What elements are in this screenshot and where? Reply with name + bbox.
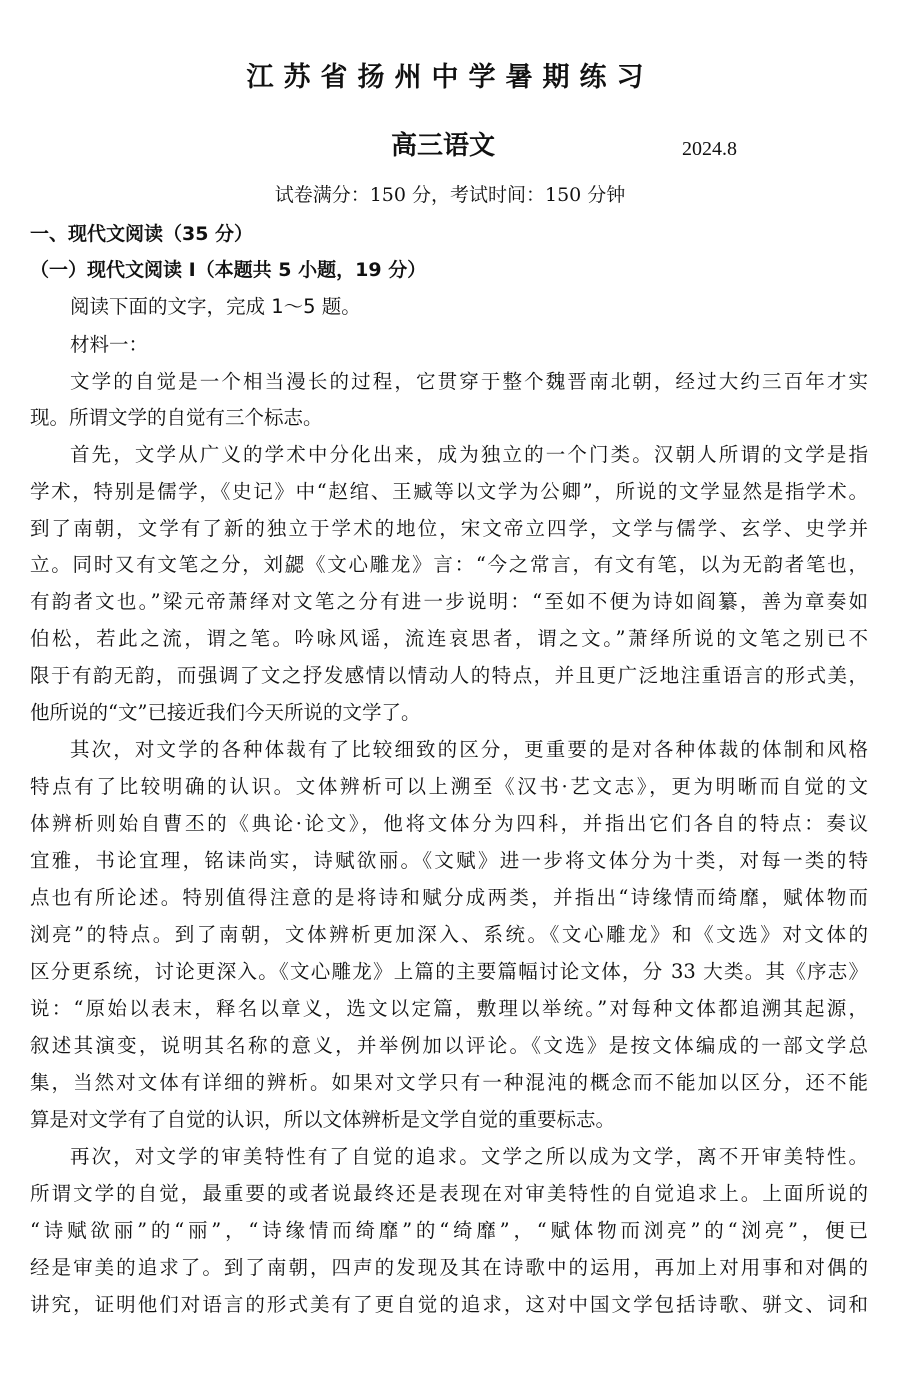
passage-line: 到了南朝，文学有了新的独立于学术的地位，宋文帝立四学，文学与儒学、玄学、史学并: [30, 517, 868, 540]
passage-line: “诗赋欲丽”的“丽”，“诗缘情而绮靡”的“绮靡”，“赋体物而浏亮”的“浏亮”，便已: [30, 1219, 868, 1242]
passage-line: 体辨析则始自曹丕的《典论·论文》，他将文体分为四科，并指出它们各自的特点：奏议: [30, 812, 868, 835]
exam-date: 2024.8: [682, 138, 737, 160]
passage-line: 学术，特别是儒学，《史记》中“赵绾、王臧等以文学为公卿”，所说的文学显然是指学术。: [30, 480, 868, 503]
passage-line: 特点有了比较明确的认识。文体辨析可以上溯至《汉书·艺文志》，更为明晰而自觉的文: [30, 775, 868, 798]
passage-line: 立。同时又有文笔之分，刘勰《文心雕龙》言：“今之常言，有文有笔，以为无韵者笔也，: [30, 553, 868, 576]
passage-line: 伯松，若此之流，谓之笔。吟咏风谣，流连哀思者，谓之文。”萧绎所说的文笔之别已不: [30, 627, 868, 650]
passage-line: 区分更系统，讨论更深入。《文心雕龙》上篇的主要篇幅讨论文体，分 33 大类。其《序志》: [30, 960, 868, 983]
section-heading: 一、现代文阅读（35 分）: [30, 223, 254, 245]
passage-line: 集，当然对文体有详细的辨析。如果对文学只有一种混沌的概念而不能加以区分，还不能: [30, 1071, 868, 1094]
passage-line: 其次，对文学的各种体裁有了比较细致的区分，更重要的是对各种体裁的体制和风格: [70, 738, 868, 761]
passage-line: 文学的自觉是一个相当漫长的过程，它贯穿于整个魏晋南北朝，经过大约三百年才实: [70, 370, 868, 393]
subject-title: 高三语文: [391, 131, 496, 161]
passage-line: 算是对文学有了自觉的认识，所以文体辨析是文学自觉的重要标志。: [30, 1108, 616, 1131]
passage-line: 再次，对文学的审美特性有了自觉的追求。文学之所以成为文学，离不开审美特性。: [70, 1145, 868, 1168]
passage-line: 宜雅，书论宜理，铭诔尚实，诗赋欲丽。《文赋》进一步将文体分为十类，对每一类的特: [30, 849, 868, 872]
passage-line: 首先，文学从广义的学术中分化出来，成为独立的一个门类。汉朝人所谓的文学是指: [70, 443, 868, 466]
exam-title: 江苏省扬州中学暑期练习: [246, 62, 654, 93]
passage-line: 限于有韵无韵，而强调了文之抒发感情以情动人的特点，并且更广泛地注重语言的形式美，: [30, 664, 868, 687]
passage-line: 经是审美的追求了。到了南朝，四声的发现及其在诗歌中的运用，再加上对用事和对偶的: [30, 1256, 868, 1279]
passage-line: 点也有所论述。特别值得注意的是将诗和赋分成两类，并指出“诗缘情而绮靡，赋体物而: [30, 886, 868, 909]
material-label: 材料一：: [70, 333, 149, 356]
passage-line: 叙述其演变，说明其名称的意义，并举例加以评论。《文选》是按文体编成的一部文学总: [30, 1034, 868, 1057]
passage-line: 讲究，证明他们对语言的形式美有了更自觉的追求，这对中国文学包括诗歌、骈文、词和: [30, 1293, 868, 1316]
passage-line: 他所说的“文”已接近我们今天所说的文学了。: [30, 701, 421, 724]
passage-line: 说：“原始以表末，释名以章义，选文以定篇，敷理以举统。”对每种文体都追溯其起源，: [30, 997, 868, 1020]
exam-meta: 试卷满分：150 分，考试时间：150 分钟: [274, 184, 626, 206]
passage-line: 现。所谓文学的自觉有三个标志。: [30, 406, 323, 429]
passage-line: 有韵者文也。”梁元帝萧绎对文笔之分有进一步说明：“至如不便为诗如阎纂，善为章奏如: [30, 590, 868, 613]
passage-line: 浏亮”的特点。到了南朝，文体辨析更加深入、系统。《文心雕龙》和《文选》对文体的: [30, 923, 868, 946]
instruction-text: 阅读下面的文字，完成 1～5 题。: [70, 295, 361, 318]
subsection-heading: （一）现代文阅读 I（本题共 5 小题，19 分）: [30, 259, 427, 281]
passage-line: 所谓文学的自觉，最重要的或者说最终还是表现在对审美特性的自觉追求上。上面所说的: [30, 1182, 868, 1205]
